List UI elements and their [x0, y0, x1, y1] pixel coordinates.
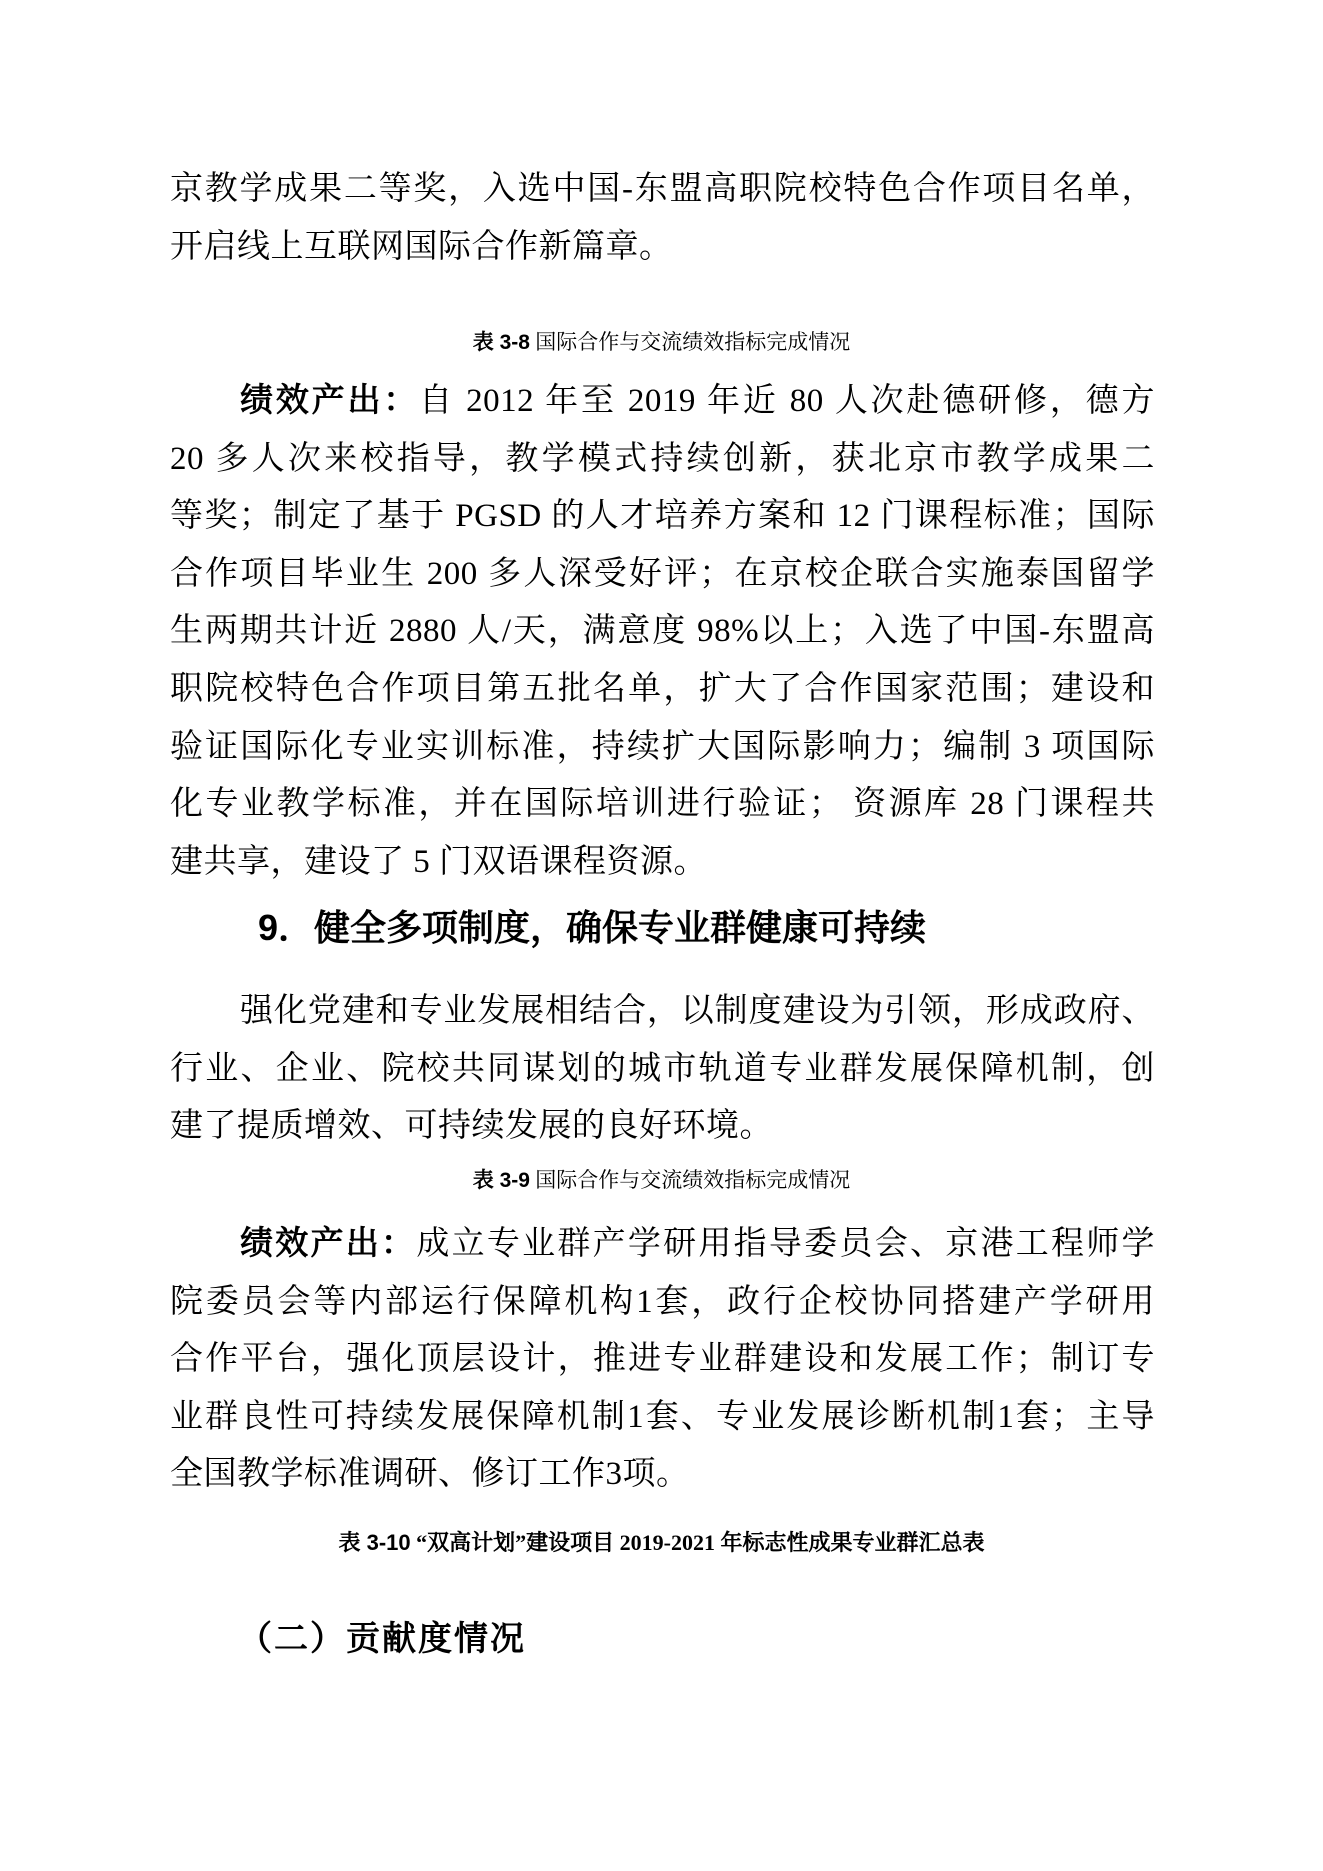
paragraph-line: 验证国际化专业实训标准，持续扩大国际影响力；编制 3 项国际 — [170, 728, 1155, 765]
paragraph-line: 合作平台，强化顶层设计，推进专业群建设和发展工作；制订专 — [170, 1341, 1155, 1378]
paragraph-line: 业群良性可持续发展保障机制1套、专业发展诊断机制1套；主导 — [170, 1398, 1155, 1435]
table-caption-3-10 — [0, 1529, 1323, 1557]
paragraph-line: 京教学成果二等奖，入选中国-东盟高职院校特色合作项目名单， — [170, 171, 1155, 207]
paragraph-intro — [170, 161, 1155, 276]
paragraph-line: 开启线上互联网国际合作新篇章。 — [170, 228, 673, 265]
paragraph-line: 行业、企业、院校共同谋划的城市轨道专业群发展保障机制，创 — [170, 1050, 1155, 1087]
paragraph-lead: 绩效产出： — [240, 1226, 417, 1262]
paragraph-line: 职院校特色合作项目第五批名单，扩大了合作国家范围；建设和 — [170, 670, 1155, 707]
paragraph-line: 强化党建和专业发展相结合，以制度建设为引领，形成政府、 — [240, 993, 1155, 1029]
paragraph-line: 院委员会等内部运行保障机构1套，政行企校协同搭建产学研用 — [170, 1283, 1155, 1320]
paragraph-line-text: 成立专业群产学研用指导委员会、京港工程师学 — [416, 1226, 1156, 1262]
table-caption-label: 表 3-10 — [338, 1530, 411, 1555]
paragraph-line: 化专业教学标准，并在国际培训进行验证； 资源库 28 门课程共 — [170, 786, 1155, 823]
paragraph-line: 等奖；制定了基于 PGSD 的人才培养方案和 12 门课程标准；国际 — [170, 498, 1155, 535]
paragraph-line: 合作项目毕业生 200 多人深受好评；在京校企联合实施泰国留学 — [170, 555, 1155, 592]
paragraph-line: 建了提质增效、可持续发展的良好环境。 — [170, 1108, 773, 1145]
paragraph-line-text: 自 2012 年至 2019 年近 80 人次赴德研修，德方 — [419, 383, 1156, 419]
paragraph-line: 20 多人次来校指导，教学模式持续创新，获北京市教学成果二 — [170, 440, 1155, 477]
paragraph-system — [170, 983, 1155, 1156]
table-caption-text: 国际合作与交流绩效指标完成情况 — [535, 1168, 851, 1192]
table-caption-label: 表 3-9 — [472, 1169, 530, 1192]
table-caption-text: 国际合作与交流绩效指标完成情况 — [535, 330, 851, 354]
paragraph-line: 生两期共计近 2880 人/天，满意度 98%以上；入选了中国-东盟高 — [170, 613, 1155, 650]
paragraph-performance-2 — [170, 1216, 1155, 1504]
paragraph-line: 建共享，建设了 5 门双语课程资源。 — [170, 843, 707, 880]
table-caption-label: 表 3-8 — [472, 331, 530, 354]
paragraph-line: 全国教学标准调研、修订工作3项。 — [170, 1456, 690, 1493]
section-heading-contribution: （二）贡献度情况 — [238, 1620, 526, 1658]
paragraph-lead: 绩效产出： — [240, 383, 420, 419]
table-caption-text: “双高计划”建设项目 2019-2021 年标志性成果专业群汇总表 — [416, 1530, 985, 1555]
table-caption-3-8 — [0, 328, 1323, 357]
table-caption-3-9 — [0, 1166, 1323, 1195]
paragraph-performance-1 — [170, 373, 1155, 891]
paragraph-line — [170, 1216, 1155, 1274]
section-heading-9: 9．健全多项制度，确保专业群健康可持续 — [258, 907, 927, 948]
paragraph-line — [170, 373, 1155, 431]
